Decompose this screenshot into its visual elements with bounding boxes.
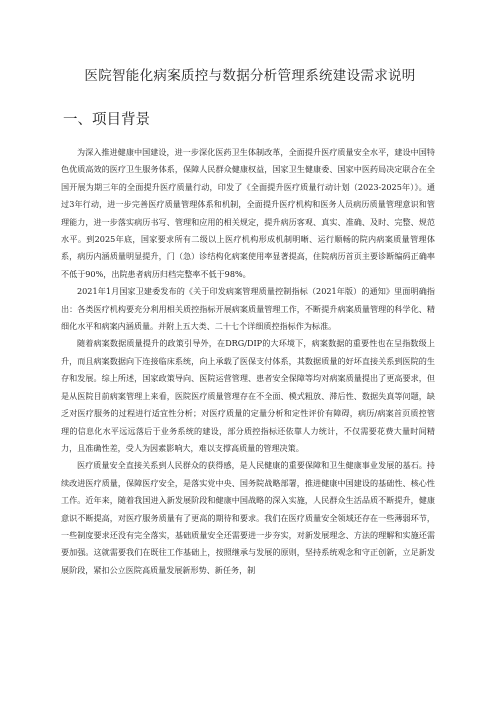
document-body bbox=[61, 144, 435, 579]
paragraph: 随着病案数据质量提升的政策引导外，在DRG/DIP的大环境下，病案数据的重要性也在呈指数级上升，而且病案数据向下连接临床系统，向上承载了医保支付体系，其数据质量的好坏直接关系到医院的生存和发展。综上所述，国家政策导向、医院运营管理、患者安全保障等均对病案质量提出了更高要求，但是从医院目前病案管理上来看，医院医疗质量管理存在不全面、模式粗放、滞后性、数据失真等问题，缺乏对医疗服务的过程进行适宜性分析；对医疗质量的定量分析和定性评价有障碍，病历/病案首页质控管理的信息化水平远远落后于业务系统的建设，部分质控指标还依靠人力统计，不仅需要花费大量时间精力，且准确性差，受人为因素影响大，难以支撑高质量的管理决策。 bbox=[61, 338, 435, 453]
section-heading: 一、项目背景 bbox=[63, 112, 150, 128]
paragraph: 2021年1月国家卫建委发布的《关于印发病案管理质量控制指标（2021年版）的通知》里面明确指出：各类医疗机构要充分利用相关质控指标开展病案质量管理工作，不断提升病案质量管理的科学化、精细化水平和病案内涵质量。并附上五大类、二十七个详细质控指标作为标准。 bbox=[61, 286, 435, 332]
document-title: 医院智能化病案质控与数据分析管理系统建设需求说明 bbox=[84, 68, 416, 84]
paragraph: 医疗质量安全直接关系到人民群众的获得感，是人民健康的重要保障和卫生健康事业发展的基石。持续改进医疗质量，保障医疗安全，是落实党中央、国务院战略部署，推进健康中国建设的基础性、核心性工作。近年来，随着我国进入新发展阶段和健康中国战略的深入实施，人民群众生活品质不断提升，健康意识不断提高，对医疗服务质量有了更高的期待和要求。我们在医疗质量安全领域还存在一些薄弱环节，一些制度要求还没有完全落实，基础质量安全还需要进一步夯实，对新发展理念、方法的理解和实施还需要加强。这就需要我们在既往工作基础上，按照继承与发展的原则，坚持系统观念和守正创新，立足新发展阶段，紧扣公立医院高质量发展新形势、新任务，制 bbox=[61, 460, 435, 575]
paragraph: 为深入推进健康中国建设，进一步深化医药卫生体制改革，全面提升医疗质量安全水平，建设中国特色优质高效的医疗卫生服务体系，保障人民群众健康权益，国家卫生健康委、国家中医药局决定联合在全国开展为期三年的全面提升医疗质量行动，印发了《全面提升医疗质量行动计划（2023-2025年）》。通过3年行动，进一步完善医疗质量管理体系和机制，全面提升医疗机构和医务人员病历质量管理意识和管理能力，进一步落实病历书写、管理和应用的相关规定，提升病历客观、真实、准确、及时、完整、规范水平。到2025年底，国家要求所有二级以上医疗机构形成机制明晰、运行顺畅的院内病案质量管理体系，病历内涵质量明显提升，门（急）诊结构化病案使用率显著提高，住院病历首页主要诊断编码正确率不低于90%，出院患者病历归档完整率不低于98%。 bbox=[61, 147, 435, 279]
